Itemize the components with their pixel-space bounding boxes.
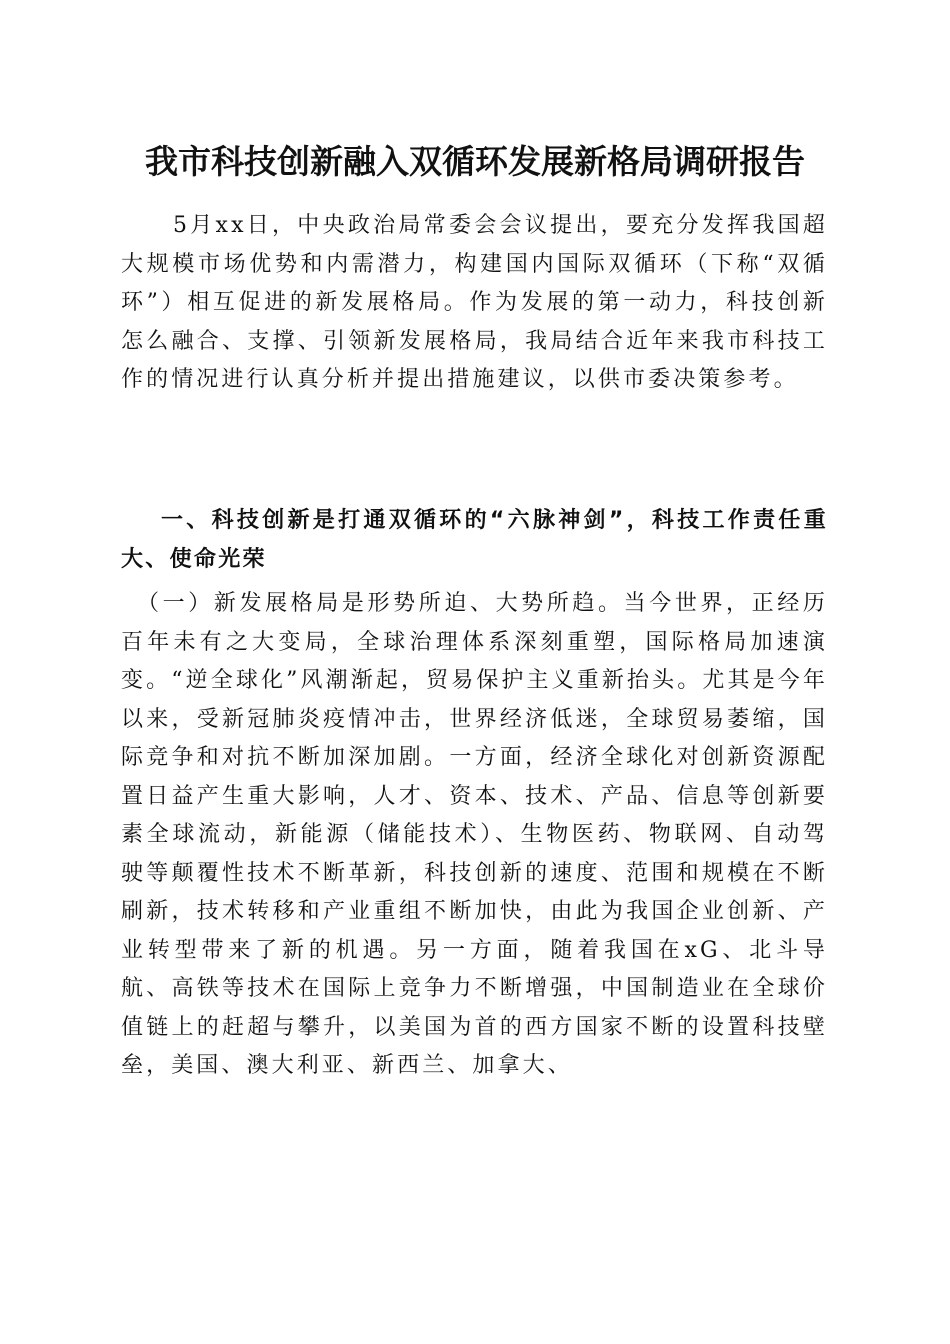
intro-paragraph: 5月xx日，中央政治局常委会会议提出，要充分发挥我国超大规模市场优势和内需潜力，构建国内国际双循环（下称“双循环”）相互促进的新发展格局。作为发展的第一动力，科技创新怎么融合、支撑、引领新发展格局，我局结合近年来我市科技工作的情况进行认真分析并提出措施建议，以供市委决策参考。 — [121, 213, 828, 392]
subsection-one-paragraph — [121, 585, 828, 1086]
subsection-one-label: （一） — [137, 591, 214, 616]
section-one-heading: 一、科技创新是打通双循环的“六脉神剑”，科技工作责任重大、使命光荣 — [121, 508, 828, 572]
subsection-one-text: 新发展格局是形势所迫、大势所趋。当今世界，正经历百年未有之大变局，全球治理体系深刻重塑，国际格局加速演变。“逆全球化”风潮渐起，贸易保护主义重新抬头。尤其是今年以来，受新冠肺炎疫情冲击，世界经济低迷，全球贸易萎缩，国际竞争和对抗不断加深加剧。一方面，经济全球化对创新资源配置日益产生重大影响，人才、资本、技术、产品、信息等创新要素全球流动，新能源（储能技术）、生物医药、物联网、自动驾驶等颠覆性技术不断革新，科技创新的速度、范围和规模在不断刷新，技术转移和产业重组不断加快，由此为我国企业创新、产业转型带来了新的机遇。另一方面，随着我国在xG、北斗导航、高铁等技术在国际上竞争力不断增强，中国制造业在全球价值链上的赶超与攀升，以美国为首的西方国家不断的设置科技壁垒，美国、澳大利亚、新西兰、加拿大、 — [121, 591, 828, 1078]
document-title: 我市科技创新融入双循环发展新格局调研报告 — [145, 142, 805, 181]
